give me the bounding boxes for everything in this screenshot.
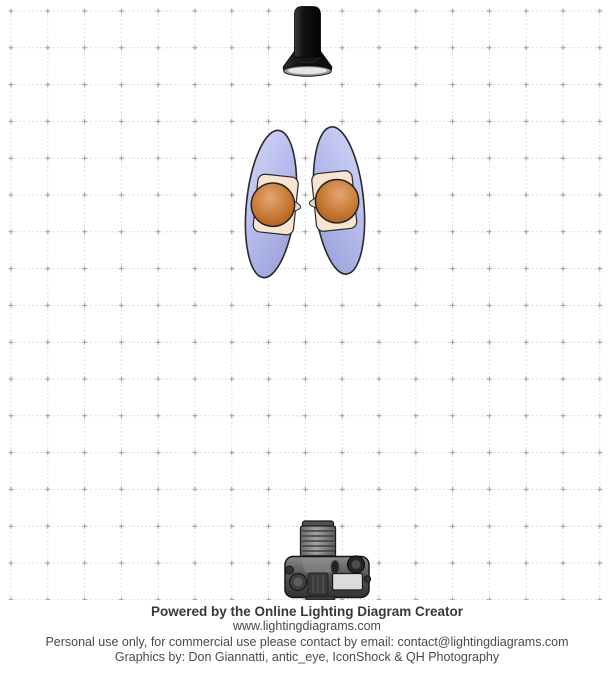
footer-credits (0, 600, 614, 665)
camera[interactable] (285, 521, 371, 600)
light-cylinder (295, 7, 321, 58)
camera-right-lug (364, 576, 370, 582)
subject-left[interactable] (239, 128, 308, 281)
camera-lcd (333, 574, 363, 591)
camera-mode-dial-center (352, 560, 361, 569)
camera-viewfinder (331, 561, 339, 574)
website-text: www.lightingdiagrams.com (233, 619, 381, 633)
strobe-light[interactable] (283, 7, 332, 77)
powered-by-text: Powered by the Online Lighting Diagram Creator (150, 604, 464, 619)
grid-background (9, 9, 603, 601)
camera-command-dial-center (294, 578, 303, 587)
license-text: Personal use only, for commercial use please contact by email: contact@lightingdiagrams.com (45, 635, 569, 649)
camera-left-knob (286, 566, 294, 574)
light-face (288, 67, 327, 74)
camera-base-plate (306, 597, 335, 601)
graphics-credits-text: Graphics by: Don Giannatti, antic_eye, IconShock & QH Photography (114, 650, 500, 664)
subject-right[interactable] (302, 124, 371, 277)
